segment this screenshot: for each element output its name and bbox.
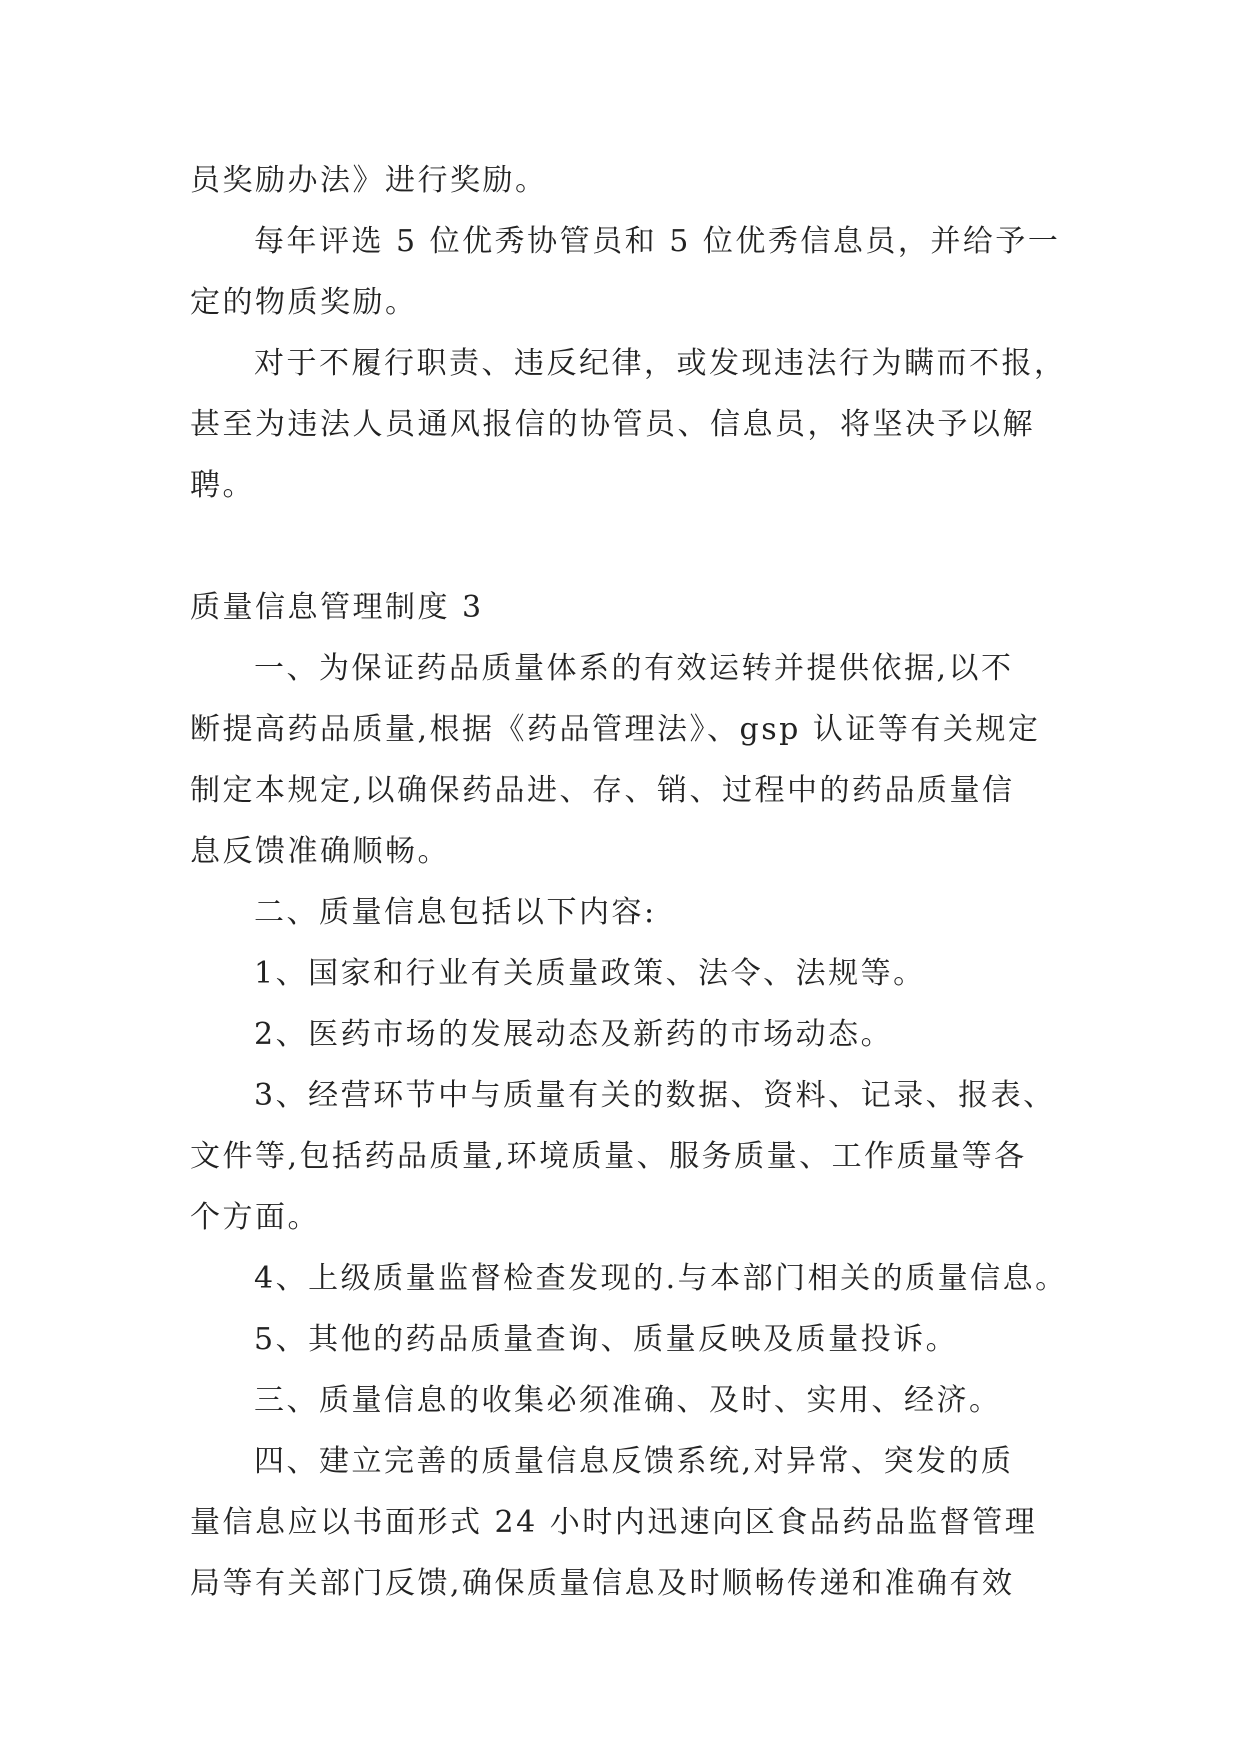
paragraph-item-four — [190, 1431, 1070, 1614]
text-line: 制定本规定,以确保药品进、存、销、过程中的药品质量信 — [190, 773, 1015, 808]
paragraph-subitem-3 — [190, 1065, 1070, 1248]
paragraph-reward-method — [190, 150, 1070, 211]
text-line: 四、建立完善的质量信息反馈系统,对异常、突发的质 — [254, 1444, 1014, 1479]
text-line: 聘。 — [190, 468, 255, 503]
text-line: 甚至为违法人员通风报信的协管员、信息员，将坚决予以解 — [190, 407, 1035, 442]
text-line: 个方面。 — [190, 1200, 320, 1235]
text-line: 断提高药品质量,根据《药品管理法》、gsp 认证等有关规定 — [190, 712, 1041, 747]
text-line: 对于不履行职责、违反纪律，或发现违法行为瞒而不报， — [254, 346, 1067, 381]
text-line: 1、国家和行业有关质量政策、法令、法规等。 — [254, 956, 926, 991]
text-line: 息反馈准确顺畅。 — [190, 834, 450, 869]
section-heading — [190, 577, 1070, 638]
text-line: 4、上级质量监督检查发现的.与本部门相关的质量信息。 — [254, 1261, 1068, 1296]
paragraph-annual-selection — [190, 211, 1070, 333]
text-line: 二、质量信息包括以下内容: — [254, 895, 657, 930]
text-line: 每年评选 5 位优秀协管员和 5 位优秀信息员，并给予一 — [254, 224, 1061, 259]
document-body — [190, 150, 1070, 1614]
paragraph-item-one — [190, 638, 1070, 882]
paragraph-subitem-5 — [190, 1309, 1070, 1370]
text-line: 一、为保证药品质量体系的有效运转并提供依据,以不 — [254, 651, 1014, 686]
text-line: 文件等,包括药品质量,环境质量、服务质量、工作质量等各 — [190, 1139, 1027, 1174]
text-line: 定的物质奖励。 — [190, 285, 418, 320]
paragraph-item-two — [190, 882, 1070, 943]
heading-text: 质量信息管理制度 3 — [190, 590, 484, 625]
text-line: 5、其他的药品质量查询、质量反映及质量投诉。 — [254, 1322, 959, 1357]
text-line: 3、经营环节中与质量有关的数据、资料、记录、报表、 — [254, 1078, 1056, 1113]
text-line: 量信息应以书面形式 24 小时内迅速向区食品药品监督管理 — [190, 1505, 1038, 1540]
paragraph-dismissal — [190, 333, 1070, 516]
text-line: 员奖励办法》进行奖励。 — [190, 163, 548, 198]
paragraph-subitem-4 — [190, 1248, 1070, 1309]
paragraph-subitem-2 — [190, 1004, 1070, 1065]
text-line: 局等有关部门反馈,确保质量信息及时顺畅传递和准确有效 — [190, 1566, 1015, 1601]
paragraph-subitem-1 — [190, 943, 1070, 1004]
text-line: 2、医药市场的发展动态及新药的市场动态。 — [254, 1017, 894, 1052]
paragraph-item-three — [190, 1370, 1070, 1431]
text-line: 三、质量信息的收集必须准确、及时、实用、经济。 — [254, 1383, 1002, 1418]
